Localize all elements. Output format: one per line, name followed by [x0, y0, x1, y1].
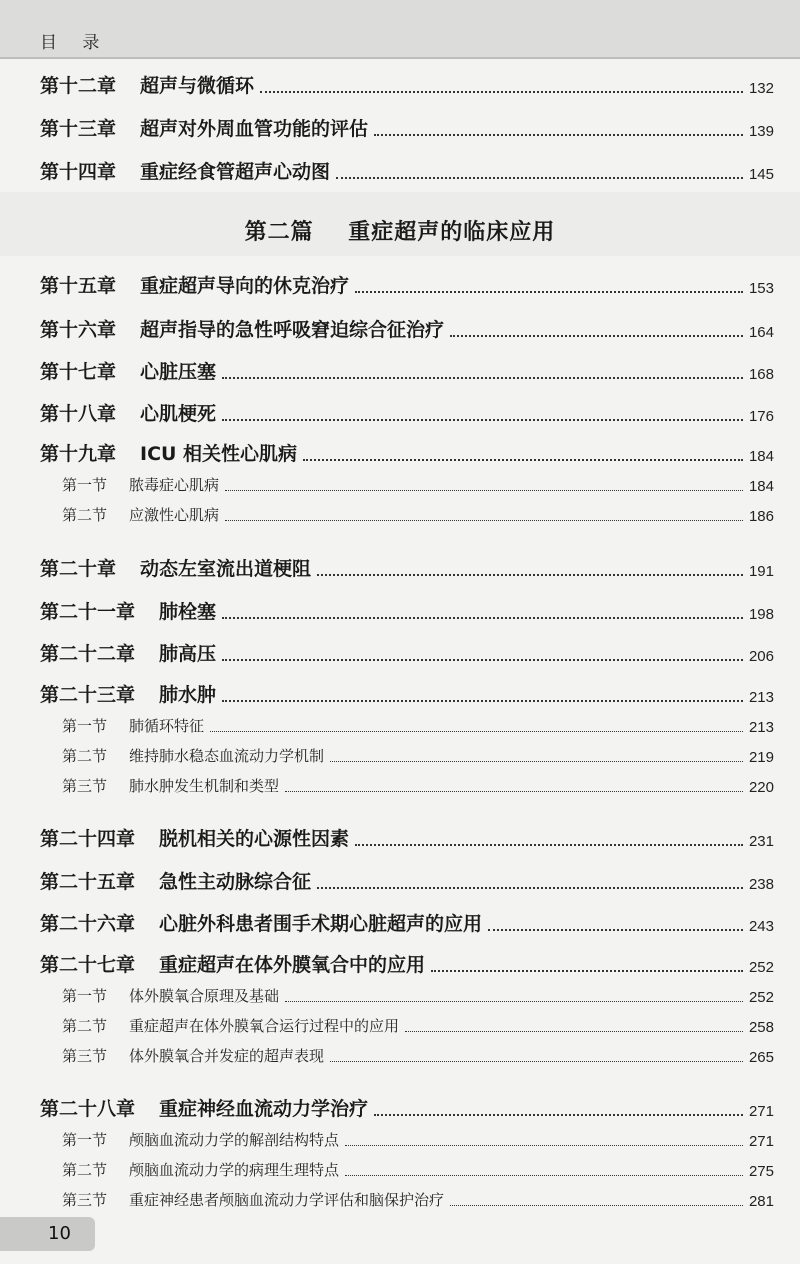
dot-leader [285, 1001, 743, 1002]
chapter-number: 第二十三章 [40, 684, 136, 706]
part-heading: 第二篇 重症超声的临床应用 [244, 220, 556, 245]
dot-leader [225, 520, 743, 521]
toc-chapter-row [0, 868, 800, 898]
toc-section-row [0, 500, 800, 530]
dot-leader [355, 291, 743, 293]
chapter-number: 第十五章 [40, 275, 117, 297]
page-ref: 281 [748, 1193, 774, 1210]
section-title: 肺循环特征 [129, 717, 205, 735]
page-ref: 252 [748, 959, 774, 976]
toc-chapter-row [0, 555, 800, 585]
toc-section-row [0, 1041, 800, 1071]
dot-leader [336, 177, 743, 179]
chapter-number: 第十六章 [40, 319, 117, 341]
page-ref: 186 [748, 508, 774, 525]
toc-chapter-row [0, 400, 800, 430]
page-ref: 145 [748, 166, 774, 183]
section-number: 第一节 [62, 1131, 108, 1149]
chapter-title: 肺栓塞 [159, 601, 217, 623]
toc-chapter-row [0, 440, 800, 470]
toc-chapter-row [0, 681, 800, 711]
dot-leader [405, 1031, 743, 1032]
toc-section-row [0, 1125, 800, 1155]
chapter-title: 心肌梗死 [140, 403, 217, 425]
page-ref: 168 [748, 366, 774, 383]
section-title: 颅脑血流动力学的解剖结构特点 [129, 1131, 340, 1149]
dot-leader [222, 419, 743, 421]
chapter-title: ICU 相关性心肌病 [140, 443, 298, 465]
page-ref: 243 [748, 918, 774, 935]
section-title: 维持肺水稳态血流动力学机制 [129, 747, 325, 765]
chapter-title: 重症超声导向的休克治疗 [140, 275, 350, 297]
dot-leader [222, 659, 743, 661]
section-number: 第三节 [62, 1047, 108, 1065]
dot-leader [222, 617, 743, 619]
toc-chapter-row [0, 825, 800, 855]
page-ref: 271 [748, 1103, 774, 1120]
chapter-title: 心脏外科患者围手术期心脏超声的应用 [159, 913, 483, 935]
section-title: 重症神经患者颅脑血流动力学评估和脑保护治疗 [129, 1191, 445, 1209]
chapter-title: 超声指导的急性呼吸窘迫综合征治疗 [140, 319, 445, 341]
chapter-number: 第二十七章 [40, 954, 136, 976]
chapter-title: 急性主动脉综合征 [159, 871, 312, 893]
section-number: 第二节 [62, 1017, 108, 1035]
page-number: 10 [48, 1223, 71, 1244]
chapter-title: 脱机相关的心源性因素 [159, 828, 350, 850]
section-title: 脓毒症心肌病 [129, 476, 220, 494]
page-ref: 132 [748, 80, 774, 97]
dot-leader [488, 929, 743, 931]
toc-chapter-row [0, 115, 800, 145]
dot-leader [330, 1061, 743, 1062]
chapter-title: 超声对外周血管功能的评估 [140, 118, 369, 140]
dot-leader [285, 791, 743, 792]
chapter-number: 第十九章 [40, 443, 117, 465]
section-number: 第二节 [62, 1161, 108, 1179]
toc-section-row [0, 771, 800, 801]
section-number: 第二节 [62, 747, 108, 765]
page-ref: 238 [748, 876, 774, 893]
page-ref: 164 [748, 324, 774, 341]
section-number: 第二节 [62, 506, 108, 524]
dot-leader [210, 731, 743, 732]
page-ref: 220 [748, 779, 774, 796]
toc-chapter-row [0, 272, 800, 302]
page-ref: 184 [748, 478, 774, 495]
page-ref: 271 [748, 1133, 774, 1150]
page-ref: 198 [748, 606, 774, 623]
toc-chapter-row [0, 358, 800, 388]
section-title: 体外膜氧合并发症的超声表现 [129, 1047, 325, 1065]
chapter-number: 第十四章 [40, 161, 117, 183]
page-ref: 231 [748, 833, 774, 850]
toc-chapter-row [0, 910, 800, 940]
dot-leader [374, 134, 743, 136]
page-ref: 191 [748, 563, 774, 580]
dot-leader [355, 844, 743, 846]
toc-section-row [0, 1155, 800, 1185]
chapter-number: 第二十五章 [40, 871, 136, 893]
header-band [0, 0, 800, 58]
chapter-title: 重症神经血流动力学治疗 [159, 1098, 369, 1120]
header-divider [0, 57, 800, 59]
page-ref: 252 [748, 989, 774, 1006]
page-ref: 275 [748, 1163, 774, 1180]
dot-leader [450, 1205, 743, 1206]
chapter-title: 肺水肿 [159, 684, 217, 706]
page-ref: 219 [748, 749, 774, 766]
chapter-title: 超声与微循环 [140, 75, 255, 97]
toc-chapter-row [0, 951, 800, 981]
toc-section-row [0, 1011, 800, 1041]
toc-chapter-row [0, 1095, 800, 1125]
chapter-number: 第二十八章 [40, 1098, 136, 1120]
section-number: 第一节 [62, 476, 108, 494]
chapter-title: 心脏压塞 [140, 361, 217, 383]
section-number: 第三节 [62, 1191, 108, 1209]
section-number: 第一节 [62, 717, 108, 735]
toc-section-row [0, 1185, 800, 1215]
section-number: 第一节 [62, 987, 108, 1005]
chapter-title: 重症经食管超声心动图 [140, 161, 331, 183]
dot-leader [222, 700, 743, 702]
dot-leader [450, 335, 743, 337]
toc-header-label: 目 录 [40, 33, 110, 53]
dot-leader [317, 574, 743, 576]
dot-leader [345, 1175, 743, 1176]
section-title: 重症超声在体外膜氧合运行过程中的应用 [129, 1017, 400, 1035]
dot-leader [317, 887, 743, 889]
chapter-number: 第二十六章 [40, 913, 136, 935]
section-title: 肺水肿发生机制和类型 [129, 777, 280, 795]
chapter-number: 第二十四章 [40, 828, 136, 850]
toc-section-row [0, 981, 800, 1011]
section-title: 颅脑血流动力学的病理生理特点 [129, 1161, 340, 1179]
chapter-title: 重症超声在体外膜氧合中的应用 [159, 954, 426, 976]
page-ref: 213 [748, 689, 774, 706]
page-ref: 258 [748, 1019, 774, 1036]
chapter-title: 肺高压 [159, 643, 217, 665]
chapter-number: 第二十一章 [40, 601, 136, 623]
toc-chapter-row [0, 640, 800, 670]
dot-leader [330, 761, 743, 762]
toc-section-row [0, 711, 800, 741]
dot-leader [431, 970, 743, 972]
toc-chapter-row [0, 72, 800, 102]
dot-leader [260, 91, 743, 93]
page-ref: 206 [748, 648, 774, 665]
page-ref: 265 [748, 1049, 774, 1066]
chapter-number: 第十三章 [40, 118, 117, 140]
section-title: 应激性心肌病 [129, 506, 220, 524]
toc-chapter-row [0, 598, 800, 628]
page-ref: 184 [748, 448, 774, 465]
toc-section-row [0, 741, 800, 771]
dot-leader [374, 1114, 743, 1116]
page-ref: 139 [748, 123, 774, 140]
chapter-number: 第十八章 [40, 403, 117, 425]
chapter-number: 第十七章 [40, 361, 117, 383]
chapter-number: 第二十章 [40, 558, 117, 580]
toc-chapter-row [0, 158, 800, 188]
toc-chapter-row [0, 316, 800, 346]
dot-leader [345, 1145, 743, 1146]
toc-section-row [0, 470, 800, 500]
page-ref: 176 [748, 408, 774, 425]
dot-leader [222, 377, 743, 379]
page-ref: 213 [748, 719, 774, 736]
chapter-number: 第二十二章 [40, 643, 136, 665]
chapter-title: 动态左室流出道梗阻 [140, 558, 312, 580]
dot-leader [225, 490, 743, 491]
section-title: 体外膜氧合原理及基础 [129, 987, 280, 1005]
section-number: 第三节 [62, 777, 108, 795]
dot-leader [303, 459, 743, 461]
page-ref: 153 [748, 280, 774, 297]
chapter-number: 第十二章 [40, 75, 117, 97]
